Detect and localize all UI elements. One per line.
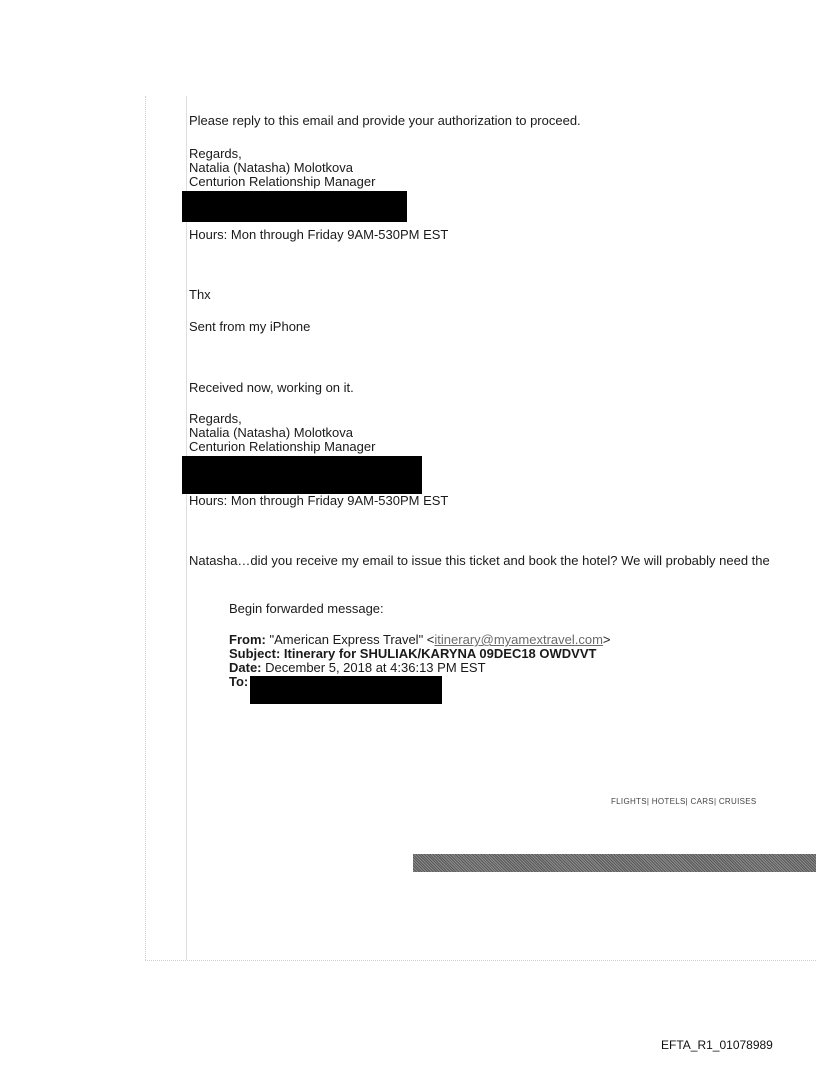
signature-hours: Hours: Mon through Friday 9AM-530PM EST	[189, 493, 449, 508]
nav-separator: |	[646, 797, 652, 806]
signature-block-1	[189, 147, 375, 189]
signature-regards: Regards,	[189, 146, 242, 161]
nav-cars-link[interactable]: CARS	[690, 797, 714, 806]
subject-value: Itinerary for SHULIAK/KARYNA 09DEC18 OWDVVT	[283, 646, 597, 661]
signature-regards: Regards,	[189, 411, 242, 426]
signature-title: Centurion Relationship Manager	[189, 439, 376, 454]
date-value: December 5, 2018 at 4:36:13 PM EST	[265, 660, 486, 675]
quoted-message-border	[186, 96, 187, 960]
document-id: EFTA_R1_01078989	[661, 1038, 773, 1052]
received-working-text: Received now, working on it.	[189, 380, 354, 395]
authorization-request-text: Please reply to this email and provide your authorization to proceed.	[189, 113, 581, 128]
nav-flights-link[interactable]: FLIGHTS	[611, 797, 647, 806]
ticket-hotel-question-text: Natasha…did you receive my email to issue this ticket and book the hotel? We will probably need the	[189, 553, 770, 568]
nav-hotels-link[interactable]: HOTELS	[651, 797, 686, 806]
signature-hours: Hours: Mon through Friday 9AM-530PM EST	[189, 227, 449, 242]
nav-separator: |	[713, 797, 719, 806]
from-name: "American Express Travel" <	[269, 632, 435, 647]
reply-thx-text: Thx	[189, 287, 211, 302]
redaction-box-2	[182, 456, 422, 494]
sent-from-iphone-text: Sent from my iPhone	[189, 319, 311, 334]
forwarded-subject-row	[229, 647, 611, 661]
from-email-link[interactable]: itinerary@myamextravel.com	[434, 632, 603, 647]
forwarded-from-row	[229, 633, 611, 647]
signature-name: Natalia (Natasha) Molotkova	[189, 160, 354, 175]
document-frame-left-border	[145, 96, 146, 960]
signature-name: Natalia (Natasha) Molotkova	[189, 425, 354, 440]
date-label: Date:	[229, 660, 262, 675]
from-close-bracket: >	[602, 632, 611, 647]
nav-cruises-link[interactable]: CRUISES	[718, 797, 757, 806]
from-label: From:	[229, 632, 266, 647]
signature-title: Centurion Relationship Manager	[189, 174, 376, 189]
signature-block-2	[189, 412, 375, 454]
redaction-box-1	[182, 191, 407, 222]
banner-pattern-bar	[413, 854, 816, 872]
document-frame-bottom-border	[145, 960, 816, 961]
redaction-box-3	[250, 676, 442, 704]
travel-nav-links	[611, 797, 757, 806]
forwarded-date-row	[229, 661, 611, 675]
to-label: To:	[229, 674, 249, 689]
subject-label: Subject:	[229, 646, 281, 661]
nav-separator: |	[685, 797, 691, 806]
forwarded-message-intro: Begin forwarded message:	[229, 601, 384, 616]
